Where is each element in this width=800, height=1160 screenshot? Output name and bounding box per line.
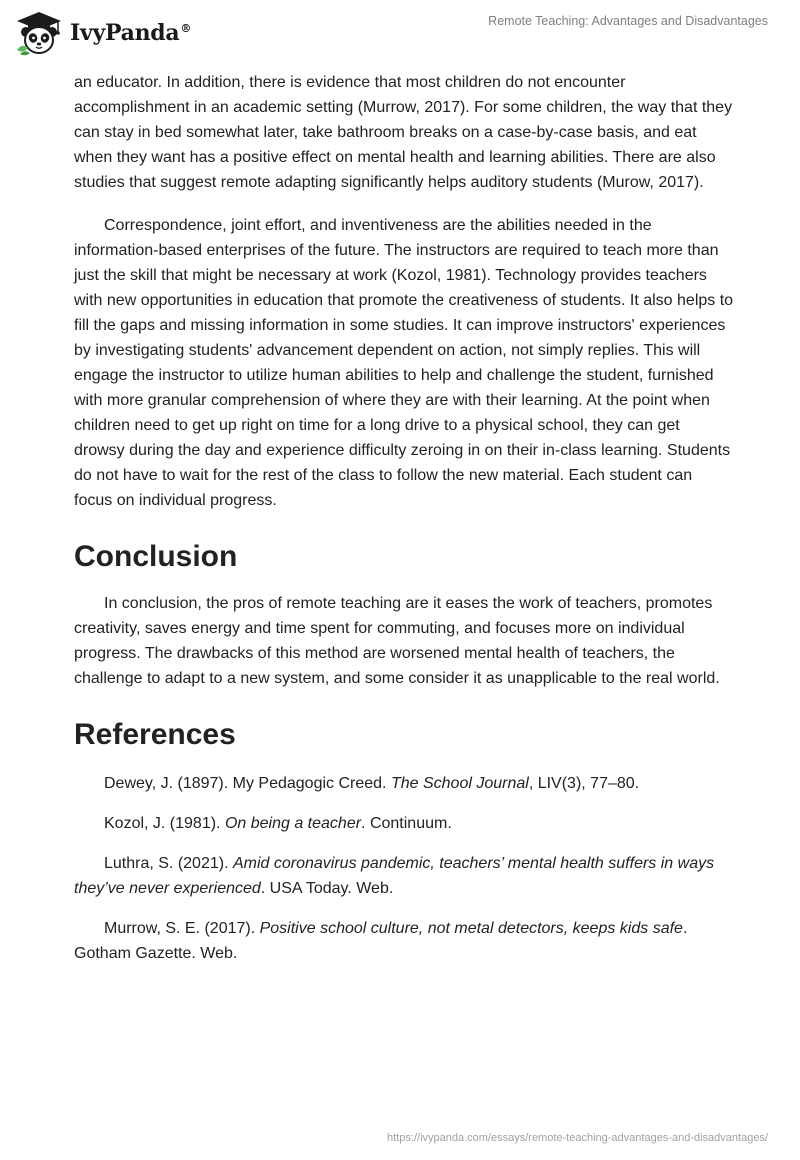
body-paragraph: an educator. In addition, there is evidence that most children do not encounter accomplishment in an academic setting (Murrow, 2017). For some children, the way that they can stay in bed somewhat later, take bathroom breaks on a case-by-case basis, and eat when they want has a positive effect on mental health and learning abilities. There are also studies that suggest remote adapting significantly helps auditory students (Murow, 2017). (74, 74, 733, 191)
references-heading: References (74, 718, 236, 751)
document-title: Remote Teaching: Advantages and Disadvantages (488, 14, 768, 28)
source-url[interactable]: https://ivypanda.com/essays/remote-teaching-advantages-and-disadvantages/ (387, 1132, 768, 1144)
page-header (0, 0, 800, 70)
essay-content (74, 70, 734, 966)
ivypanda-logo[interactable] (14, 10, 191, 56)
reference-entry: Luthra, S. (2021). Amid coronavirus pandemic, teachers’ mental health suffers in ways they’ve never experienced. USA Today. Web. (74, 855, 715, 897)
reference-entry: Kozol, J. (1981). On being a teacher. Continuum. (104, 815, 452, 832)
panda-graduate-icon (14, 10, 64, 56)
conclusion-heading: Conclusion (74, 540, 238, 573)
conclusion-paragraph: In conclusion, the pros of remote teaching are it eases the work of teachers, promotes creativity, saves energy and time spent for commuting, and focuses more on individual progress. The drawbacks of this method are worsened mental health of teachers, the challenge to adapt to a new system, and some consider it as unapplicable to the real world. (74, 595, 720, 687)
registered-mark: ® (180, 21, 192, 35)
reference-entry: Dewey, J. (1897). My Pedagogic Creed. The School Journal, LIV(3), 77–80. (104, 775, 640, 792)
brand-name: IvyPanda® (70, 20, 192, 46)
body-paragraph: Correspondence, joint effort, and inventiveness are the abilities needed in the information-based enterprises of the future. The instructors are required to teach more than just the skill that might be necessary at work (Kozol, 1981). Technology provides teachers with new opportunities in education that promote the creativeness of students. It also helps to fill the gaps and missing information in some studies. It can improve instructors' experiences by investigating students' advancement dependent on action, not simply replies. This will engage the instructor to utilize human abilities to help and challenge the student, furnished with more granular comprehension of where they are with their learning. At the point when children need to get up right on time for a long drive to a physical school, they can get drowsy during the day and experience difficulty zeroing in on their in-class learning. Students do not have to wait for the rest of the class to follow the new material. Each student can focus on individual progress. (74, 217, 734, 509)
reference-entry: Murrow, S. E. (2017). Positive school culture, not metal detectors, keeps kids safe. Gotham Gazette. Web. (74, 920, 688, 962)
